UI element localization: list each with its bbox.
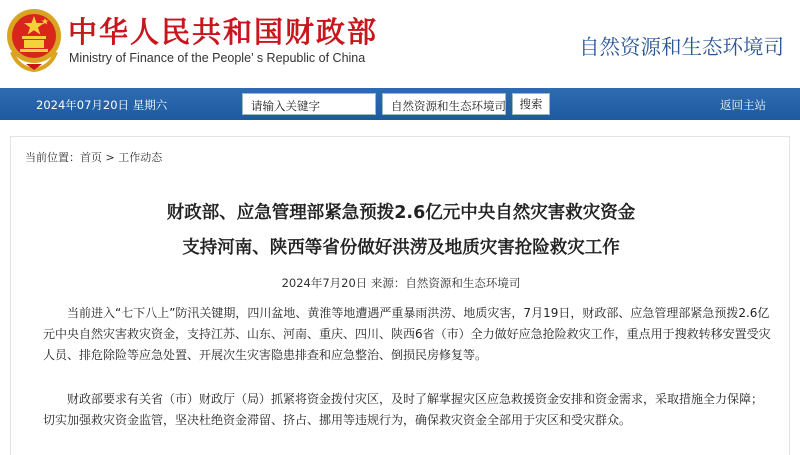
- article-panel: [10, 136, 790, 455]
- article-paragraph: 财政部要求有关省（市）财政厅（局）抓紧将资金拨付灾区，及时了解掌握灾区应急救援资金安排和资金需求，采取措施全力保障；切实加强救灾资金监管，坚决杜绝资金滞留、挤占、挪用等违规行为，确保救灾资金全部用于灾区和受灾群众。: [43, 392, 764, 427]
- breadcrumb-label: 当前位置：: [25, 151, 80, 164]
- site-title-en: Ministry of Finance of the People’ s Republic of China: [69, 51, 366, 65]
- search-button[interactable]: 搜索: [512, 93, 550, 115]
- breadcrumb-current-link[interactable]: 工作动态: [118, 151, 163, 164]
- breadcrumb-separator: >: [105, 151, 115, 164]
- article-meta: 2024年7月20日 来源：自然资源和生态环境司: [281, 276, 521, 290]
- article-title-line1: 财政部、应急管理部紧急预拨2.6亿元中央自然灾害救灾资金: [166, 203, 636, 223]
- search-input[interactable]: 请输入关键字: [242, 93, 376, 115]
- national-emblem-icon[interactable]: [4, 6, 64, 72]
- department-name[interactable]: 自然资源和生态环境司: [579, 35, 784, 59]
- site-header: [0, 0, 800, 88]
- site-scope-select[interactable]: 自然资源和生态环境司: [382, 93, 506, 115]
- breadcrumb-home-link[interactable]: 首页: [80, 151, 102, 164]
- top-nav-bar: [0, 88, 800, 120]
- article-paragraph: 当前进入“七下八上”防汛关键期，四川盆地、黄淮等地遭遇严重暴雨洪涝、地质灾害，7月19日，财政部、应急管理部紧急预拨2.6亿元中央自然灾害救灾资金，支持江苏、山东、河南、重庆、四川、陕西6省（市）全力做好应急抢险救灾工作，重点用于搜救转移安置受灾人员、排危除险等应急处置、开展次生灾害隐患排查和应急整治、倒损民房修复等。: [43, 306, 771, 362]
- return-home-link[interactable]: 返回主站: [720, 98, 766, 112]
- site-title-cn[interactable]: 中华人民共和国财政部: [68, 15, 379, 49]
- article-title-line2: 支持河南、陕西等省份做好洪涝及地质灾害抢险救灾工作: [182, 238, 620, 258]
- breadcrumb: [25, 149, 162, 165]
- current-date: 2024年07月20日 星期六: [36, 98, 168, 112]
